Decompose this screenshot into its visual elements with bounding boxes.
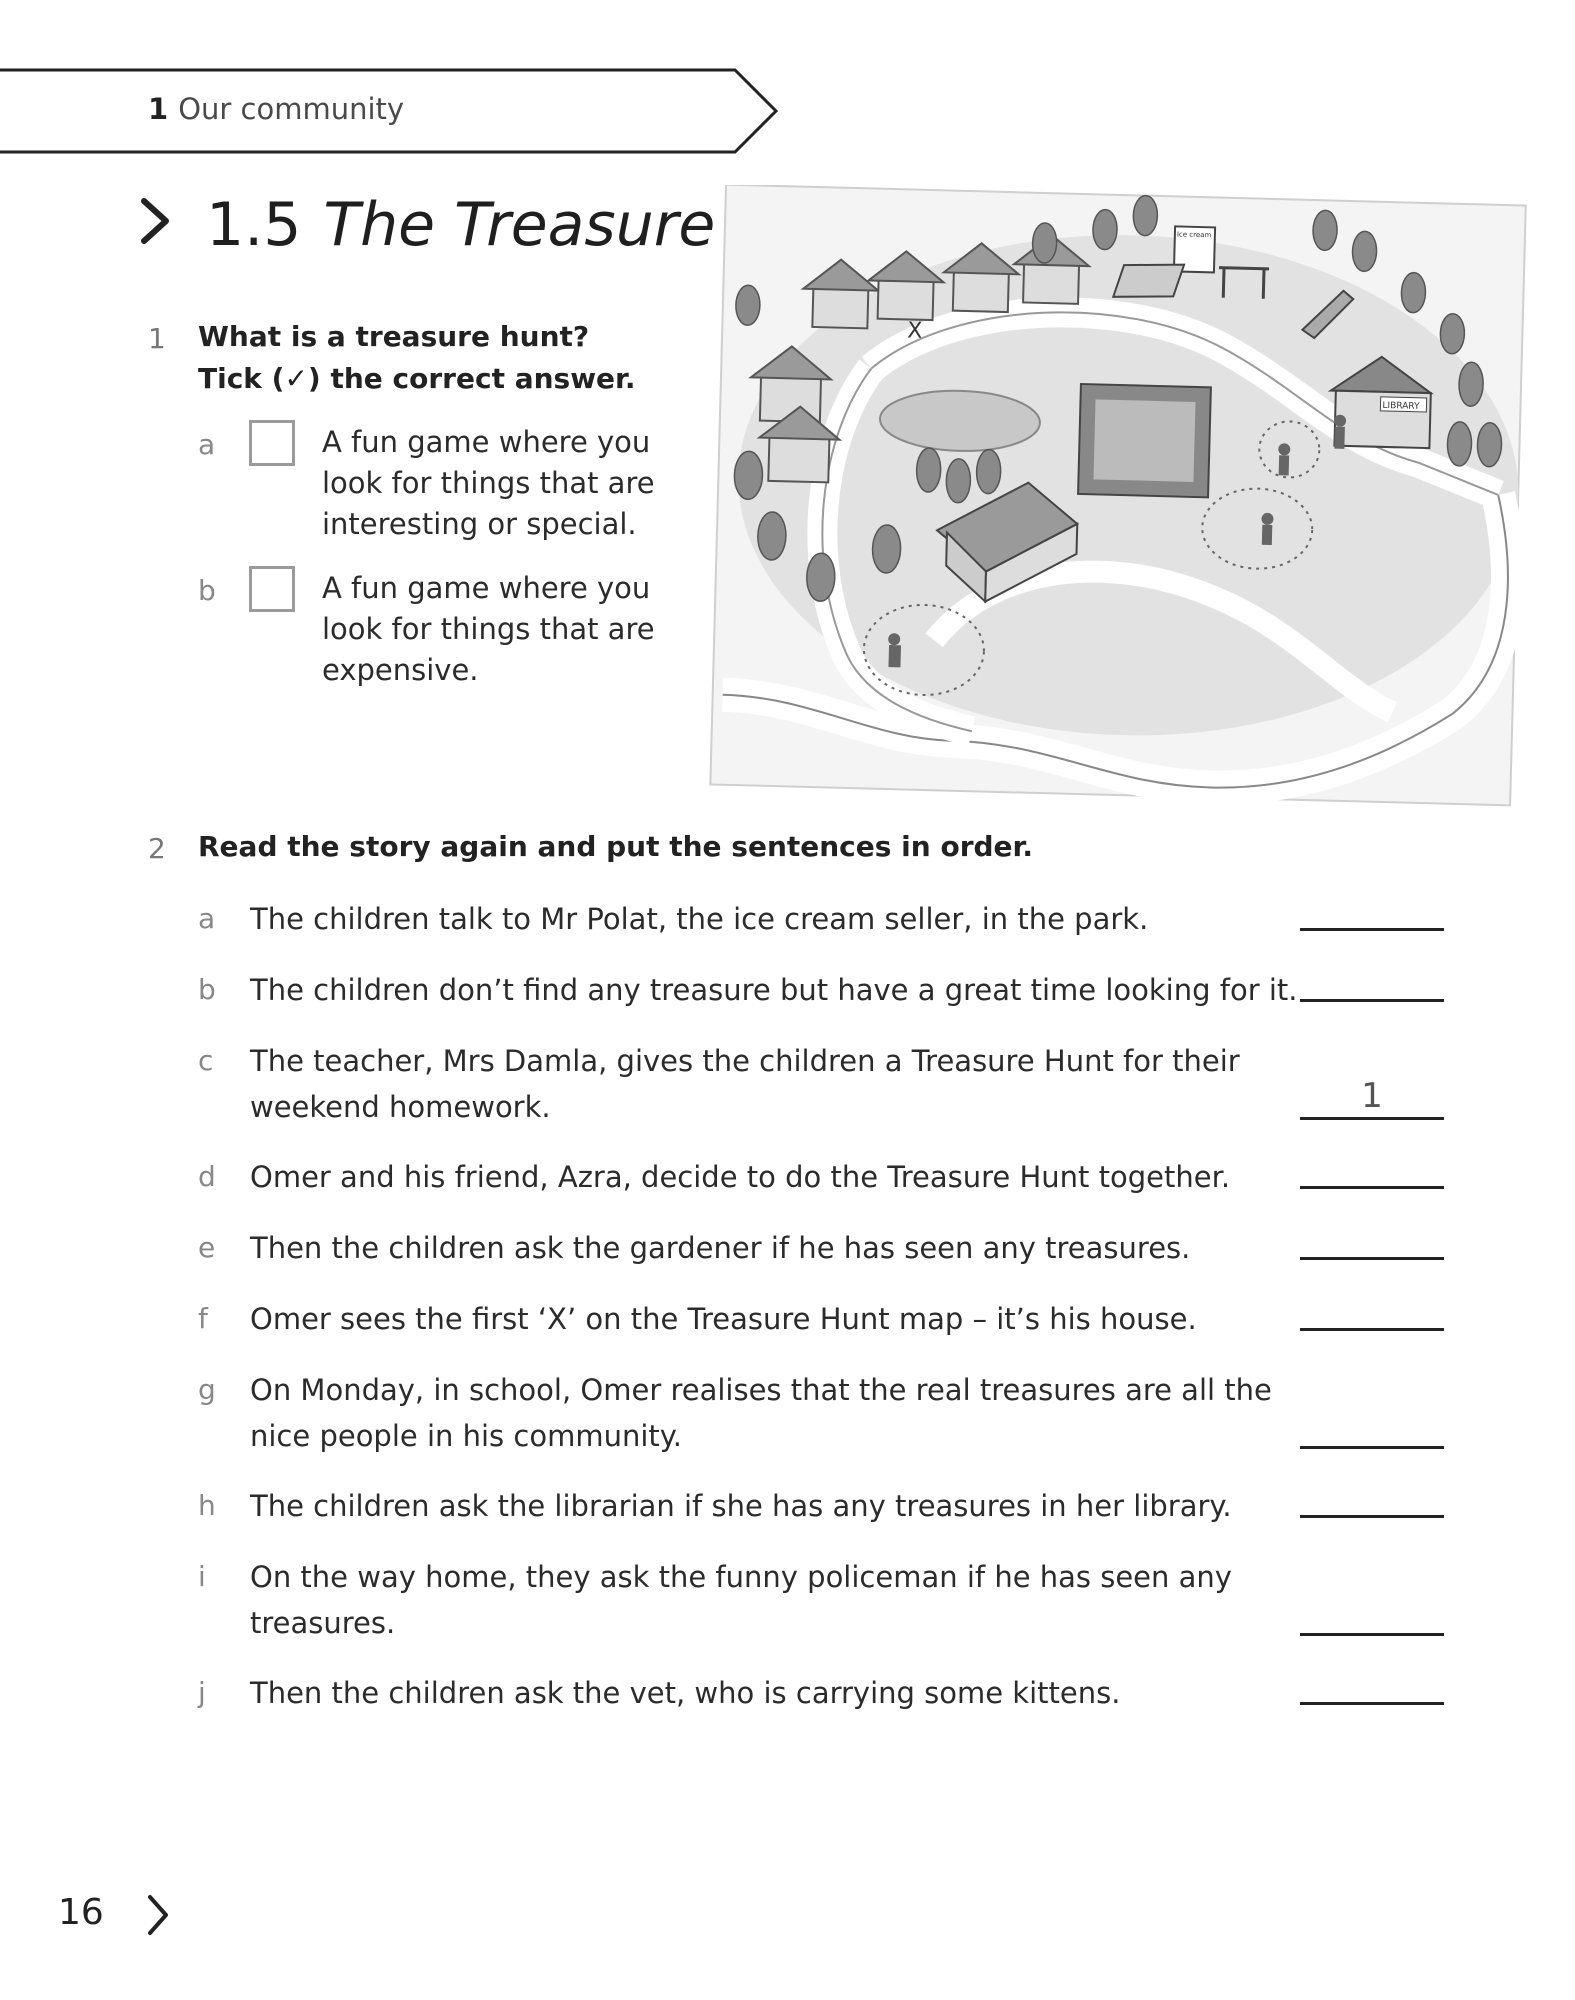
option-b-line: look for things that are [322,612,655,646]
option-a-letter: a [198,428,216,461]
item-j-answer-line[interactable] [1300,1702,1444,1705]
section-title: The Treasure [323,190,716,260]
option-a-text [322,422,682,545]
item-i-line: treasures. [250,1606,396,1640]
item-g-line: On Monday, in school, Omer realises that the real treasures are all the [250,1373,1272,1407]
option-b-letter: b [198,574,216,607]
option-b-line: expensive. [322,653,479,687]
item-b-letter: b [198,973,216,1006]
item-a-text [250,896,1300,942]
item-f-text [250,1296,1300,1342]
item-h-line: The children ask the librarian if she has any treasures in her library. [250,1489,1232,1523]
item-g-line: nice people in his community. [250,1419,682,1453]
item-h-text [250,1483,1300,1529]
item-i-line: On the way home, they ask the funny policeman if he has seen any [250,1560,1232,1594]
item-e-letter: e [198,1231,216,1264]
item-c-line: weekend homework. [250,1090,551,1124]
item-c-line: The teacher, Mrs Damla, gives the children a Treasure Hunt for their [250,1044,1240,1078]
item-f-line: Omer sees the first ‘X’ on the Treasure Hunt map – it’s his house. [250,1302,1197,1336]
item-h-letter: h [198,1489,216,1522]
option-b-line: A fun game where you [322,571,651,605]
item-d-text [250,1154,1300,1200]
item-f-letter: f [198,1302,208,1335]
item-b-answer-line[interactable] [1300,999,1444,1002]
ice-cream-sign: Ice cream [1176,230,1212,240]
item-c-answer-value: 1 [1361,1076,1383,1116]
item-i-text [250,1554,1300,1646]
question-1-prompt [198,316,678,400]
item-j-text [250,1670,1300,1716]
option-b-text [322,568,682,691]
item-j-line: Then the children ask the vet, who is carrying some kittens. [250,1676,1121,1710]
item-b-line: The children don’t find any treasure but have a great time looking for it. [250,973,1298,1007]
item-d-line: Omer and his friend, Azra, decide to do the Treasure Hunt together. [250,1160,1231,1194]
question-2-prompt: Read the story again and put the sentences in order. [198,830,1033,863]
item-d-letter: d [198,1160,216,1193]
question-1-prompt-line-2: Tick (✓) the correct answer. [198,362,636,395]
question-1-prompt-line-1: What is a treasure hunt? [198,320,590,353]
item-i-answer-line[interactable] [1300,1633,1444,1636]
chapter-label [148,92,404,126]
item-c-answer-line[interactable] [1300,1117,1444,1120]
item-c-letter: c [198,1044,214,1077]
section-number: 1.5 [206,190,302,260]
question-2-number: 2 [148,832,166,865]
chapter-number: 1 [148,92,169,126]
item-f-answer-line[interactable] [1300,1328,1444,1331]
map-x-mark: X [906,318,923,344]
chapter-title: Our community [178,92,405,126]
chevron-right-icon [138,196,172,246]
library-sign: LIBRARY [1382,400,1420,412]
option-b-checkbox[interactable] [249,566,295,612]
item-g-letter: g [198,1373,216,1406]
item-c-text [250,1038,1300,1130]
item-d-answer-line[interactable] [1300,1186,1444,1189]
item-g-answer-line[interactable] [1300,1446,1444,1449]
item-e-line: Then the children ask the gardener if he has seen any treasures. [250,1231,1191,1265]
question-1-number: 1 [148,322,166,355]
item-a-line: The children talk to Mr Polat, the ice cream seller, in the park. [250,902,1149,936]
item-a-letter: a [198,902,216,935]
item-e-answer-line[interactable] [1300,1257,1444,1260]
item-i-letter: i [198,1560,206,1593]
item-j-letter: j [198,1676,206,1709]
option-a-line: A fun game where you [322,425,651,459]
option-a-line: look for things that are [322,466,655,500]
item-a-answer-line[interactable] [1300,928,1444,931]
item-h-answer-line[interactable] [1300,1515,1444,1518]
item-b-text [250,967,1300,1013]
page-title [206,190,715,260]
chevron-right-icon [145,1893,171,1937]
treasure-map-illustration [698,185,1538,810]
option-a-line: interesting or special. [322,507,637,541]
option-a-checkbox[interactable] [249,420,295,466]
item-g-text [250,1367,1300,1459]
item-e-text [250,1225,1300,1271]
page-number: 16 [58,1892,104,1933]
